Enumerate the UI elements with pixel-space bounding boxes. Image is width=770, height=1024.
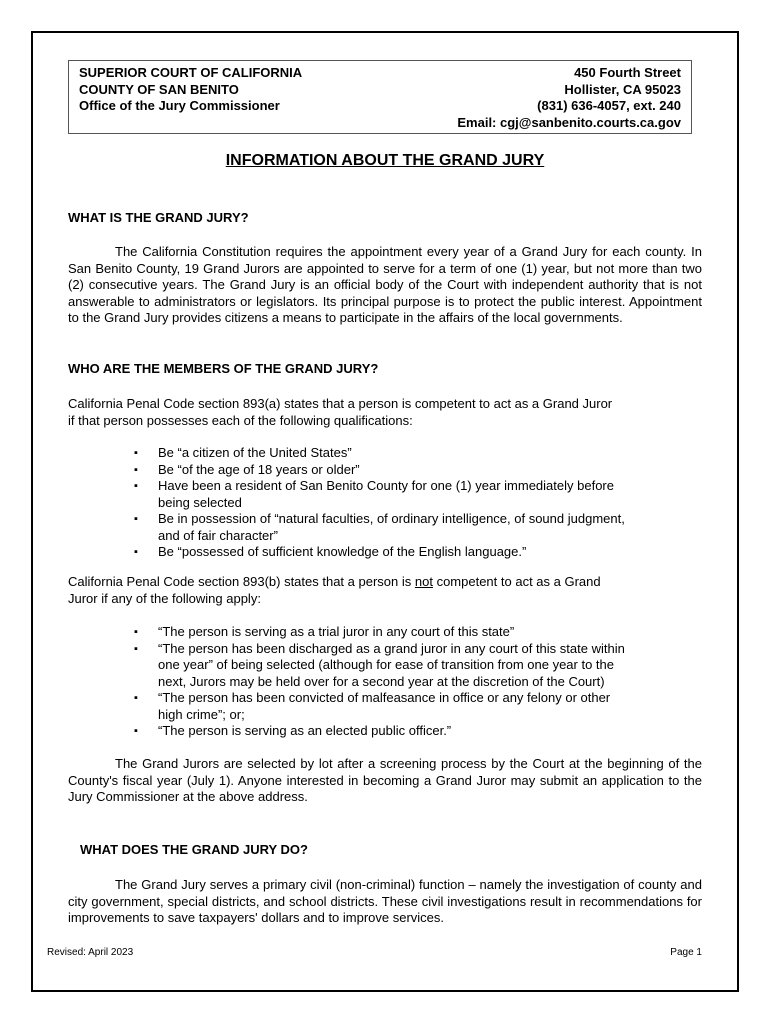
list-item: ▪ “The person is serving as a trial juror in any court of this state” bbox=[134, 624, 674, 641]
list-item: ▪ Have been a resident of San Benito County for one (1) year immediately before being selected bbox=[134, 478, 674, 511]
not-emphasis: not bbox=[414, 574, 433, 589]
court-name-block bbox=[79, 65, 302, 115]
page-number: Page 1 bbox=[670, 947, 702, 958]
list-item: ▪ “The person is serving as an elected public officer.” bbox=[134, 723, 674, 740]
list-item: ▪ Be “possessed of sufficient knowledge of the English language.” bbox=[134, 544, 674, 561]
office-name: Office of the Jury Commissioner bbox=[79, 98, 280, 113]
list-item: ▪ Be in possession of “natural faculties, of ordinary intelligence, of sound judgment, and of fair character” bbox=[134, 511, 674, 544]
email-address: Email: cgj@sanbenito.courts.ca.gov bbox=[457, 114, 681, 130]
list-item: ▪ “The person has been discharged as a grand juror in any court of this state within one year” of being selected (although for ease of transition from one year to the next, Jurors may be held over for a second year at the discretion of the Court) bbox=[134, 641, 674, 691]
court-address-block bbox=[457, 65, 681, 131]
disqualifications-intro: California Penal Code section 893(b) states that a person is not competent to act as a Grand Juror if any of the following apply: bbox=[68, 574, 668, 607]
disqualifications-list bbox=[134, 624, 674, 740]
qualifications-list bbox=[134, 445, 674, 561]
list-item: ▪ Be “a citizen of the United States” bbox=[134, 445, 674, 462]
list-item: ▪ Be “of the age of 18 years or older” bbox=[134, 462, 674, 479]
phone-number: (831) 636-4057, ext. 240 bbox=[537, 98, 681, 113]
qualifications-intro-line: California Penal Code section 893(a) states that a person is competent to act as a Grand Juror bbox=[68, 396, 613, 411]
street-address: 450 Fourth Street bbox=[574, 65, 681, 80]
qualifications-intro-line: if that person possesses each of the following qualifications: bbox=[68, 412, 413, 428]
court-header bbox=[68, 60, 692, 134]
county-name: COUNTY OF SAN BENITO bbox=[79, 81, 239, 97]
revision-date: Revised: April 2023 bbox=[47, 947, 134, 958]
selection-paragraph: The Grand Jurors are selected by lot after a screening process by the Court at the beginning of the County's fiscal year (July 1). Anyone interested in becoming a Grand Juror may submit an application to the Jury Commissioner at the above address. bbox=[68, 756, 702, 804]
section-heading-who-are: WHO ARE THE MEMBERS OF THE GRAND JURY? bbox=[68, 361, 379, 376]
what-is-paragraph: The California Constitution requires the appointment every year of a Grand Jury for each county. In San Benito County, 19 Grand Jurors are appointed to serve for a term of one (1) year, but not more than two (2) consecutive years. The Grand Jury is an official body of the Court with independent authority that is not answerable to administrators or legislators. Its principal purpose is to protect the public interest. Appointment to the Grand Jury provides citizens a means to participate in the affairs of the local governments. bbox=[68, 244, 702, 325]
document-title: INFORMATION ABOUT THE GRAND JURY bbox=[225, 152, 545, 169]
court-name: SUPERIOR COURT OF CALIFORNIA bbox=[79, 65, 303, 80]
disqualifications-intro-line: Juror if any of the following apply: bbox=[68, 590, 261, 606]
qualifications-intro bbox=[68, 396, 668, 429]
section-heading-what-is: WHAT IS THE GRAND JURY? bbox=[68, 210, 249, 225]
what-does-paragraph: The Grand Jury serves a primary civil (non-criminal) function – namely the investigation of county and city government, special districts, and school districts. These civil investigations result in recommendations for improvements to save taxpayers' dollars and to improve services. bbox=[68, 877, 702, 925]
section-heading-what-does: WHAT DOES THE GRAND JURY DO? bbox=[80, 842, 308, 857]
city-state-zip: Hollister, CA 95023 bbox=[564, 81, 681, 97]
list-item: ▪ “The person has been convicted of malfeasance in office or any felony or other high crime”; or; bbox=[134, 690, 674, 723]
